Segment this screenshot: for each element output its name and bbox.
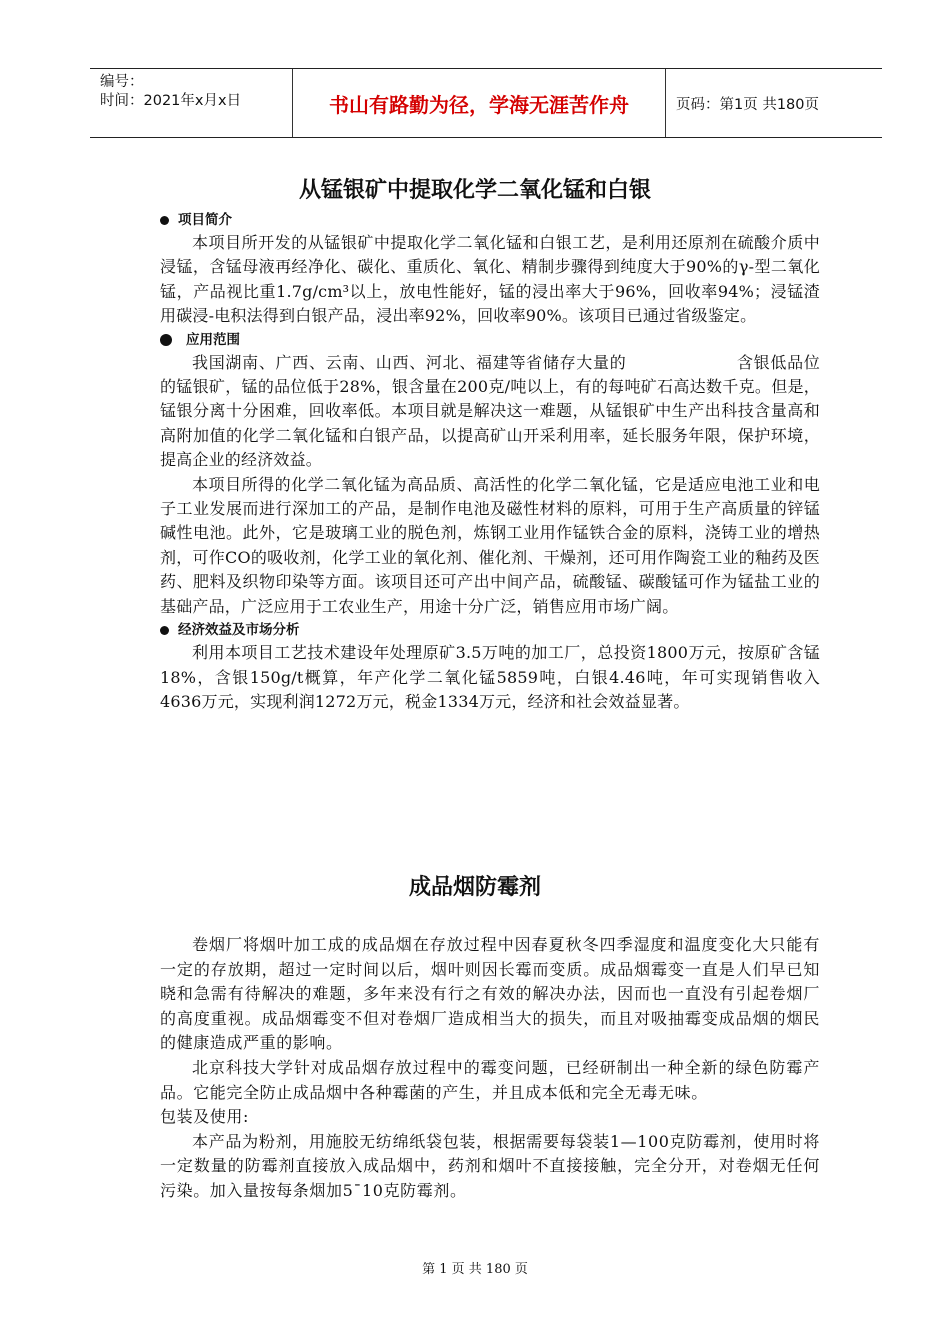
antimold-paragraph-2: 北京科技大学针对成品烟存放过程中的霉变问题，已经研制出一种全新的绿色防霉产品。它能完全防止成品烟中各种霉菌的产生，并且成本低和完全无毒无味。 [160,1057,820,1102]
bullet-icon [160,334,172,346]
page-header [90,68,882,138]
bullet-icon [160,626,169,635]
usage-label: 包装及使用: [160,1107,249,1127]
article-antimold-body [160,933,820,1204]
application-paragraph-2: 本项目所得的化学二氧化锰为高品质、高活性的化学二氧化锰，它是适应电池工业和电子工业发展而进行深加工的产品，是制作电池及磁性材料的原料，可用于生产高质量的锌锰碱性电池。此外，它是玻璃工业的脱色剂，炼钢工业用作锰铁合金的原料，浇铸工业的增热剂，可作CO的吸收剂，化学工业的氧化剂、催化剂、干燥剂，还可用作陶瓷工业的釉药及医药、肥料及织物印染等方面。该项目还可产出中间产品，硫酸锰、碳酸锰可作为锰盐工业的基础产品，广泛应用于工农业生产，用途十分广泛，销售应用市场广阔。 [160,474,820,616]
document-number-label: 编号： [100,74,144,90]
economics-paragraph: 利用本项目工艺技术建设年处理原矿3.5万吨的加工厂，总投资1800万元，按原矿含锰18%，含银150g/t概算，年产化学二氧化锰5859吨，白银4.46吨，年可实现销售收入4636万元，实现利润1272万元，税金1334万元，经济和社会效益显著。 [160,643,820,711]
article-manganese-body [160,209,820,714]
section-heading-application: 应用范围 [160,329,820,351]
antimold-paragraph-3: 本产品为粉剂，用施胶无纺绵纸袋包装，根据需要每袋装1—100克防霉剂，使用时将一定数量的防霉剂直接放入成品烟中，药剂和烟叶不直接接触，完全分开，对卷烟无任何污染。加入量按每条烟加5¯10克防霉剂。 [160,1131,820,1200]
application-paragraph-1: 我国湖南、广西、云南、山西、河北、福建等省储存大量的 含银低品位的锰银矿，锰的品位低于28%，银含量在200克/吨以上，有的每吨矿石高达数千克。但是，锰银分离十分困难，回收率低。本项目就是解决这一难题，从锰银矿中生产出科技含量高和高附加值的化学二氧化锰和白银产品，以提高矿山开采利用率，延长服务年限，保护环境，提高企业的经济效益。 [160,352,820,470]
section-heading-intro: 项目简介 [160,209,820,231]
article-title-manganese: 从锰银矿中提取化学二氧化锰和白银 [298,178,651,203]
antimold-paragraph-1: 卷烟厂将烟叶加工成的成品烟在存放过程中因春夏秋冬四季湿度和温度变化大只能有一定的存放期，超过一定时间以后，烟叶则因长霉而变质。成品烟霉变一直是人们早已知晓和急需有待解决的难题，多年来没有行之有效的解决办法，因而也一直没有引起卷烟厂的高度重视。成品烟霉变不但对卷烟厂造成相当大的损失，而且对吸抽霉变成品烟的烟民的健康造成严重的影响。 [160,935,820,1053]
section-heading-economics: 经济效益及市场分析 [160,619,820,641]
page-footer: 第 1 页 共 180 页 [422,1262,528,1277]
header-meta [90,69,292,137]
bullet-icon [160,216,169,225]
header-motto: 书山有路勤为径，学海无涯苦作舟 [292,69,666,137]
document-time-label: 时间：2021年x月x日 [100,93,242,109]
intro-paragraph: 本项目所开发的从锰银矿中提取化学二氧化锰和白银工艺，是利用还原剂在硫酸介质中浸锰，含锰母液再经净化、碳化、重质化、氧化、精制步骤得到纯度大于90%的γ-型二氧化锰，产品视比重1.7g/cm³以上，放电性能好，锰的浸出率大于96%，回收率94%；浸锰渣用碳浸-电积法得到白银产品，浸出率92%，回收率90%。该项目已通过省级鉴定。 [160,233,820,326]
article-title-antimold: 成品烟防霉剂 [408,875,541,900]
header-page-info: 页码：第1页 共180页 [676,96,820,113]
